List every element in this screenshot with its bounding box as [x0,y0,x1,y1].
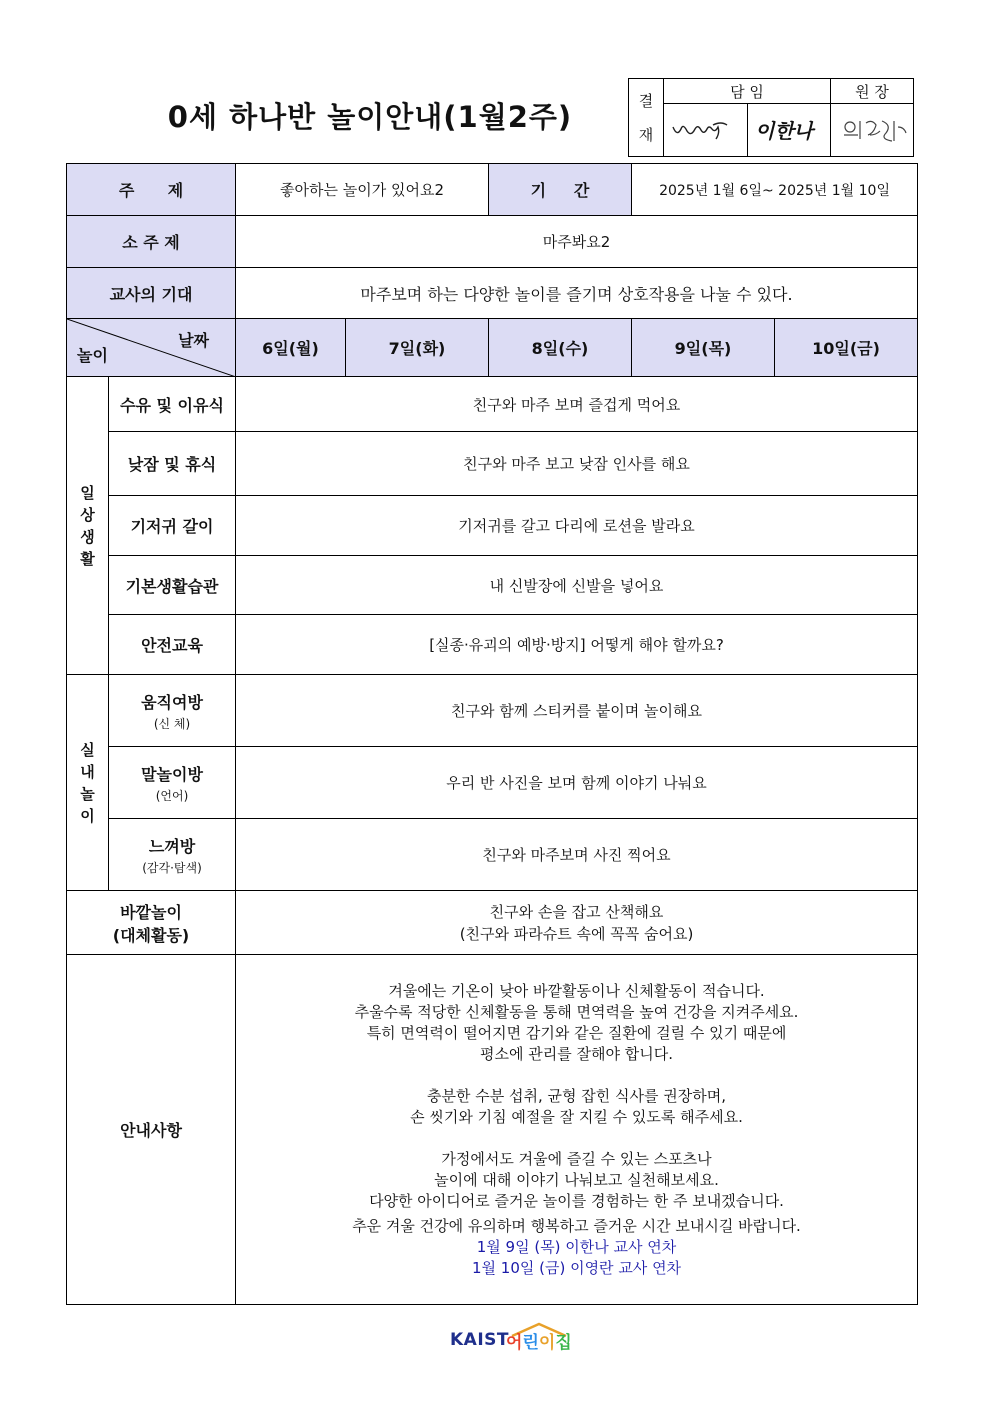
daily-row-value: 친구와 마주 보고 낮잠 인사를 해요 [236,432,918,496]
notice-closing: 추운 겨울 건강에 유의하며 행복하고 즐거운 시간 보내시길 바랍니다. [352,1216,801,1235]
daily-row-label: 낮잠 및 휴식 [109,432,236,496]
day-header-mon: 6일(월) [236,319,346,377]
notice-line: 충분한 수분 섭취, 균형 잡힌 식사를 권장하며, [427,1086,726,1105]
signature-scribble-2 [751,113,827,147]
signature-scribble-1 [669,115,741,145]
page-title: 0세 하나반 놀이안내(1월2주) [167,100,573,134]
indoor-row-value: 우리 반 사진을 보며 함께 이야기 나눠요 [236,747,918,819]
notice-line: 특히 면역력이 떨어지면 감기와 같은 질환에 걸릴 수 있기 때문에 [366,1023,787,1042]
director-label: 원 장 [831,79,914,104]
signature-teacher-1 [664,104,748,157]
date-play-corner [67,319,236,377]
outdoor-play-value: 친구와 손을 잡고 산책해요 (친구와 파라슈트 속에 꼭꼭 숨어요) [236,891,918,955]
outdoor-play-label: 바깥놀이 (대체활동) [67,891,236,955]
subtheme-value: 마주봐요2 [236,216,918,268]
subtheme-label: 소 주 제 [67,216,236,268]
day-header-wed: 8일(수) [489,319,632,377]
period-label: 기 간 [489,164,632,216]
signature-scribble-3 [836,113,908,147]
notice-label: 안내사항 [67,955,236,1305]
daily-row-value: [실종·유괴의 예방·방지] 어떻게 해야 할까요? [236,615,918,675]
weekly-plan-table [66,163,918,1305]
approval-box [628,78,914,157]
indoor-row-value: 친구와 함께 스티커를 붙이며 놀이해요 [236,675,918,747]
svg-text:이한나: 이한나 [754,119,813,143]
kaist-daycare-logo [450,1322,575,1358]
daily-row-value: 친구와 마주 보며 즐겁게 먹어요 [236,377,918,432]
notice-line: 놀이에 대해 이야기 나눠보고 실천해보세요. [434,1170,719,1189]
period-value: 2025년 1월 6일~ 2025년 1월 10일 [632,164,918,216]
corner-play-label: 놀이 [77,346,108,365]
notice-line: 가정에서도 겨울에 즐길 수 있는 스포츠나 [441,1149,712,1168]
daily-row-label: 수유 및 이유식 [109,377,236,432]
teacher-expectation-value: 마주보며 하는 다양한 놀이를 즐기며 상호작용을 나눌 수 있다. [236,268,918,319]
corner-date-label: 날짜 [178,331,209,350]
daily-row-value: 기저귀를 갈고 다리에 로션을 발라요 [236,496,918,556]
indoor-row-label: 말놀이방 (언어) [109,747,236,819]
day-header-tue: 7일(화) [346,319,489,377]
theme-label: 주 제 [67,164,236,216]
signature-teacher-2 [747,104,831,157]
logo-name: 어린이집 [506,1333,572,1353]
notice-content [236,955,918,1305]
day-header-thu: 9일(목) [632,319,775,377]
indoor-row-label: 움직여방 (신 체) [109,675,236,747]
daily-row-label: 기저귀 갈이 [109,496,236,556]
notice-line: 평소에 관리를 잘해야 합니다. [480,1044,673,1063]
logo-brand: KAIST [450,1330,509,1350]
daily-row-label: 기본생활습관 [109,556,236,615]
daily-life-group-label: 일 상 생 활 [67,377,109,675]
teacher-leave-1: 1월 9일 (목) 이한나 교사 연차 [476,1237,677,1256]
day-header-fri: 10일(금) [775,319,918,377]
indoor-play-group-label: 실 내 놀 이 [67,675,109,891]
notice-line: 겨울에는 기온이 낮아 바깥활동이나 신체활동이 적습니다. [388,981,765,1000]
notice-line: 추울수록 적당한 신체활동을 통해 면역력을 높여 건강을 지켜주세요. [354,1002,799,1021]
approval-label: 결 재 [629,79,664,157]
teacher-leave-2: 1월 10일 (금) 이영란 교사 연차 [471,1258,682,1277]
indoor-row-value: 친구와 마주보며 사진 찍어요 [236,819,918,891]
daily-row-label: 안전교육 [109,615,236,675]
daily-row-value: 내 신발장에 신발을 넣어요 [236,556,918,615]
teacher-expectation-label: 교사의 기대 [67,268,236,319]
notice-line: 손 씻기와 기침 예절을 잘 지킬 수 있도록 해주세요. [410,1107,743,1126]
theme-value: 좋아하는 놀이가 있어요2 [236,164,489,216]
signature-director [831,104,914,157]
indoor-row-label: 느껴방 (감각·탐색) [109,819,236,891]
homeroom-label: 담 임 [664,79,831,104]
notice-line: 다양한 아이디어로 즐거운 놀이를 경험하는 한 주 보내겠습니다. [369,1191,784,1210]
